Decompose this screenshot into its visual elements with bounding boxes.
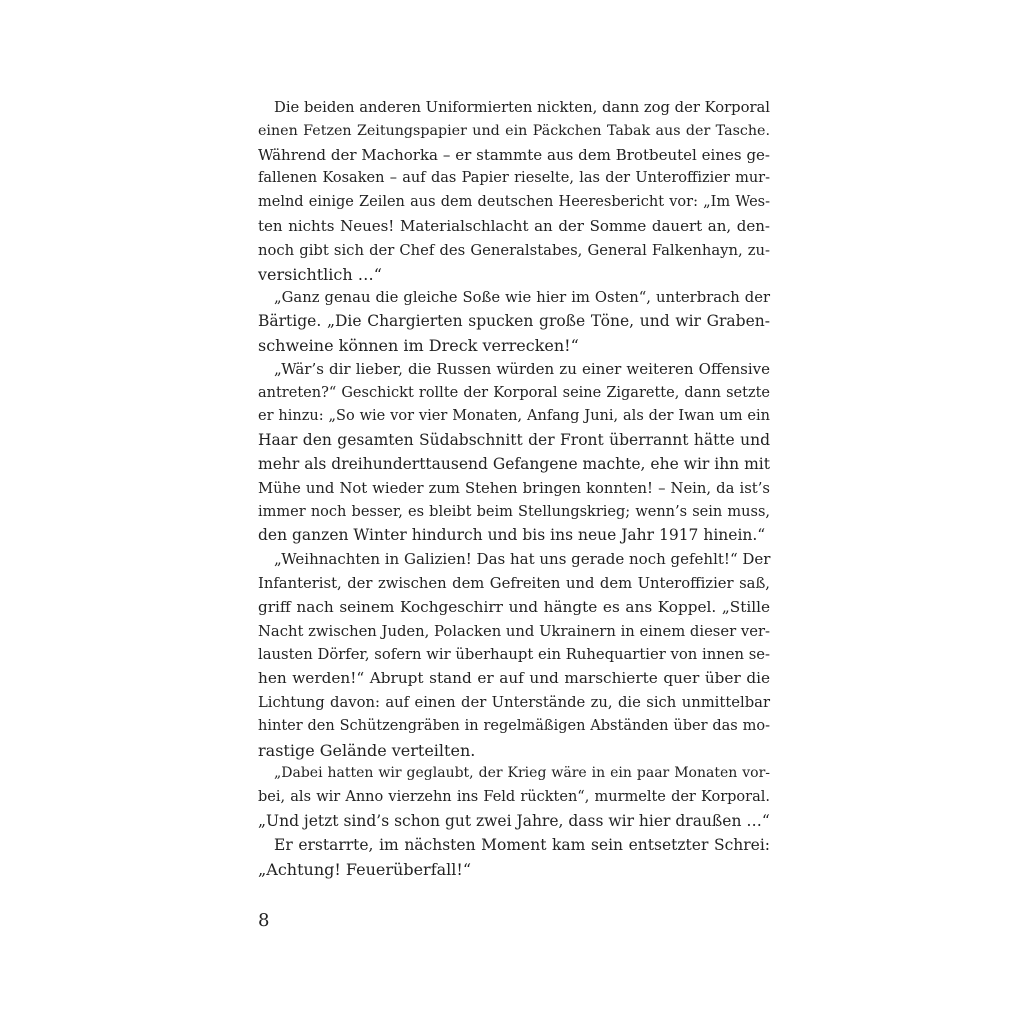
text-line: „Wär’s dir lieber, die Russen würden zu einer weiteren Offensive (274, 359, 770, 378)
text-line: schweine können im Dreck verrecken!“ (258, 335, 579, 355)
text-line: melnd einige Zeilen aus dem deutschen Heeresbericht vor: „Im Wes- (258, 194, 770, 211)
text-line: immer noch besser, es bleibt beim Stellungskrieg; wenn’s sein muss, (258, 503, 770, 520)
text-line: Infanterist, der zwischen dem Gefreiten und dem Unteroffizier saß, (258, 574, 770, 592)
text-line: griff nach seinem Kochgeschirr und hängte es ans Koppel. „Stille (258, 597, 770, 616)
text-line: mehr als dreihunderttausend Gefangene machte, ehe wir ihn mit (258, 454, 770, 473)
page-number: 8 (258, 910, 270, 931)
text-line: er hinzu: „So wie vor vier Monaten, Anfang Juni, als der Iwan um ein (258, 408, 770, 425)
text-line: „Weihnachten in Galizien! Das hat uns gerade noch gefehlt!“ Der (274, 550, 771, 569)
text-line: einen Fetzen Zeitungspapier und ein Päckchen Tabak aus der Tasche. (258, 122, 770, 139)
text-line: Bärtige. „Die Chargierten spucken große Töne, und wir Graben- (258, 312, 770, 331)
text-line: lausten Dörfer, sofern wir überhaupt ein Ruhequartier von innen se- (258, 646, 770, 664)
text-line: ten nichts Neues! Materialschlacht an der Somme dauert an, den- (258, 216, 770, 235)
text-line: fallenen Kosaken – auf das Papier rieselte, las der Unteroffizier mur- (258, 170, 770, 187)
text-line: rastige Gelände verteilten. (258, 740, 476, 760)
body-text (258, 96, 770, 881)
text-line: Während der Machorka – er stammte aus dem Brotbeutel eines ge- (258, 145, 770, 164)
text-line: bei, als wir Anno vierzehn ins Feld rückten“, murmelte der Korporal. (258, 789, 770, 806)
text-line: Lichtung davon: auf einen der Unterstände zu, die sich unmittelbar (258, 693, 770, 711)
text-line: „Und jetzt sind’s schon gut zwei Jahre, dass wir hier draußen …“ (258, 811, 770, 830)
text-line: antreten?“ Geschickt rollte der Korporal seine Zigarette, dann setzte (258, 384, 770, 401)
text-line: Haar den gesamten Südabschnitt der Front überrannt hätte und (258, 431, 770, 450)
text-line: „Ganz genau die gleiche Soße wie hier im Osten“, unterbrach der (274, 289, 770, 307)
text-line: Er erstarrte, im nächsten Moment kam sein entsetzter Schrei: (274, 835, 770, 854)
text-line: noch gibt sich der Chef des Generalstabes, General Falkenhayn, zu- (258, 241, 770, 259)
text-line: „Dabei hatten wir geglaubt, der Krieg wäre in ein paar Monaten vor- (274, 765, 770, 782)
text-line: „Achtung! Feuerüberfall!“ (258, 859, 471, 879)
text-line: hinter den Schützengräben in regelmäßigen Abständen über das mo- (258, 717, 770, 734)
text-line: den ganzen Winter hindurch und bis ins neue Jahr 1917 hinein.“ (258, 526, 766, 545)
text-line: versichtlich …“ (258, 264, 382, 284)
text-line: Die beiden anderen Uniformierten nickten, dann zog der Korporal (274, 99, 771, 116)
text-line: hen werden!“ Abrupt stand er auf und marschierte quer über die (258, 669, 770, 688)
text-line: Nacht zwischen Juden, Polacken und Ukrainern in einem dieser ver- (258, 622, 770, 640)
text-line: Mühe und Not wieder zum Stehen bringen konnten! – Nein, da ist’s (258, 479, 770, 497)
